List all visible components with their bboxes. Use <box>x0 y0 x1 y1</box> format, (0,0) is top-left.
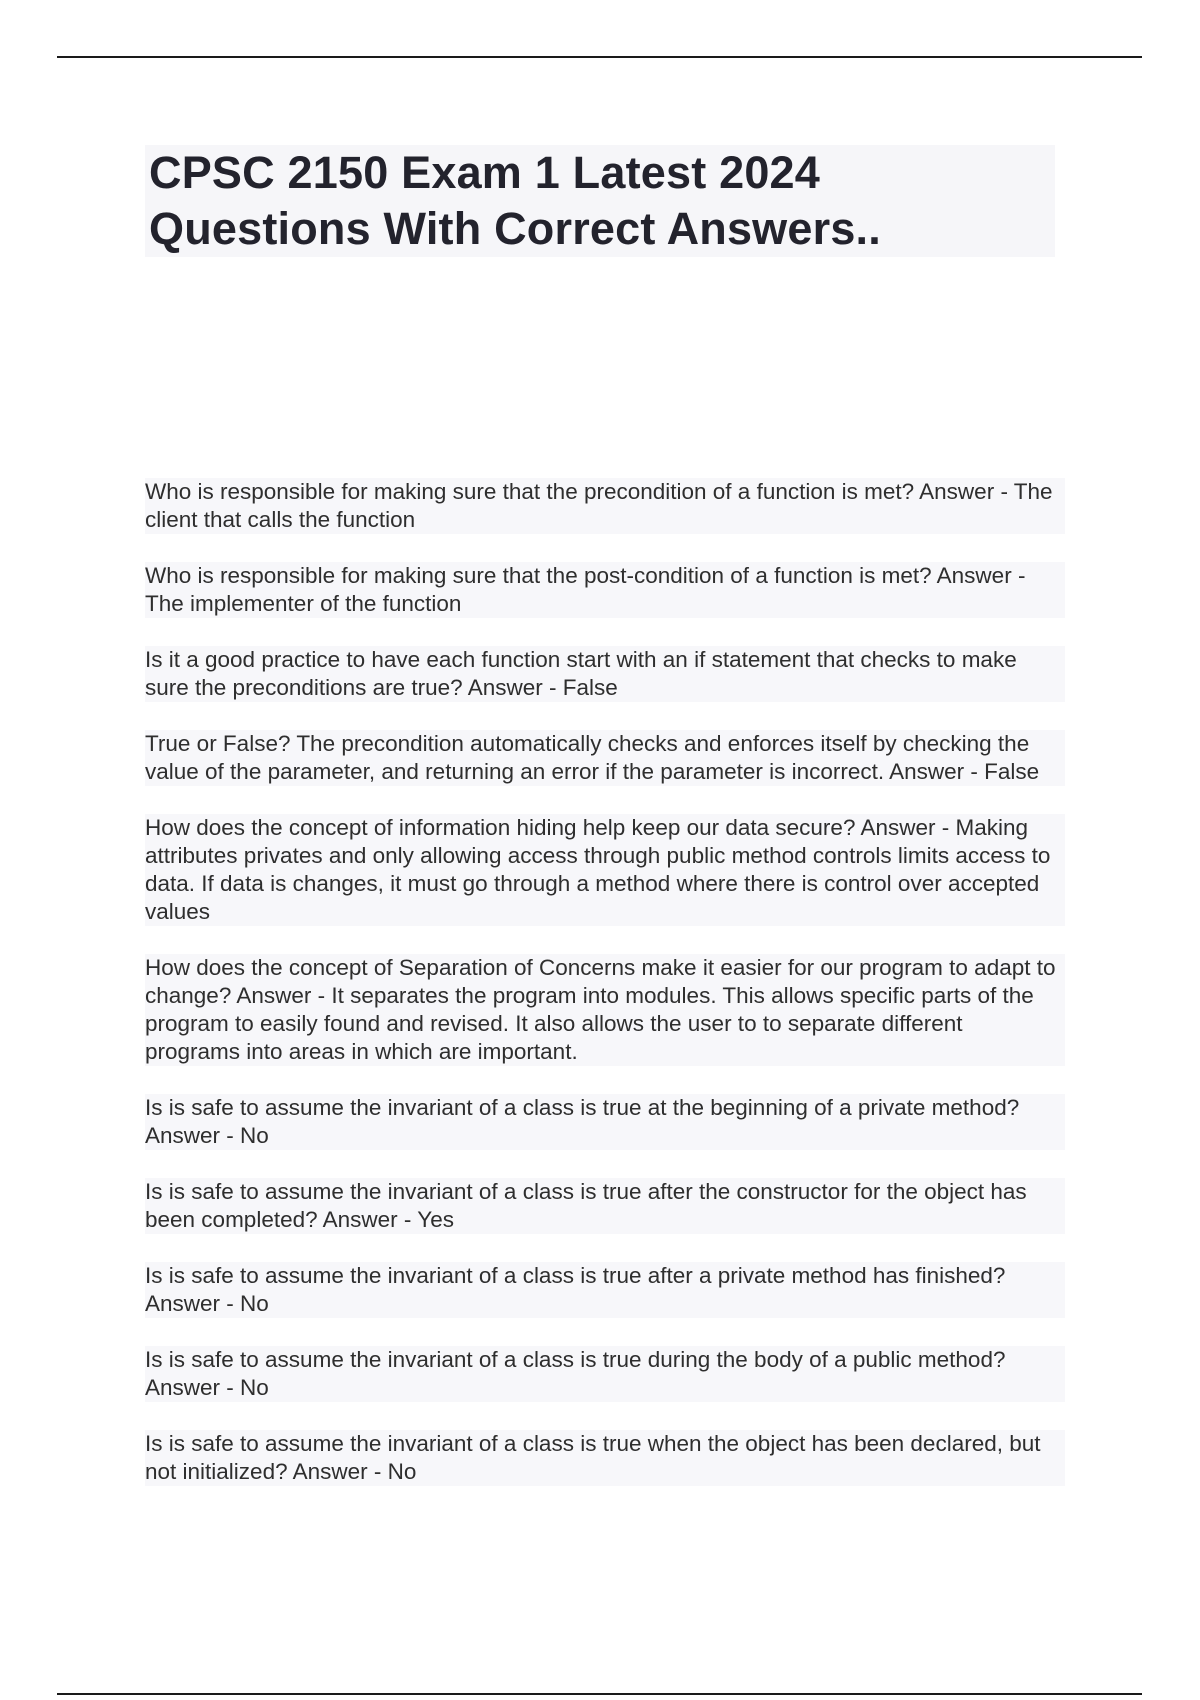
qa-item: How does the concept of information hiding help keep our data secure? Answer - Making attributes privates and only allowing access through public method controls limits access to data. If data is changes, it must go through a method where there is control over accepted values <box>145 814 1065 926</box>
document-title: CPSC 2150 Exam 1 Latest 2024 Questions With Correct Answers.. <box>149 147 881 254</box>
qa-item: Who is responsible for making sure that the precondition of a function is met? Answer - The client that calls the function <box>145 478 1065 534</box>
qa-item: Is it a good practice to have each function start with an if statement that checks to make sure the preconditions are true? Answer - False <box>145 646 1065 702</box>
qa-item: Is is safe to assume the invariant of a class is true after the constructor for the object has been completed? Answer - Yes <box>145 1178 1065 1234</box>
top-divider <box>57 56 1142 58</box>
qa-item: Is is safe to assume the invariant of a class is true after a private method has finished? Answer - No <box>145 1262 1065 1318</box>
qa-item: True or False? The precondition automatically checks and enforces itself by checking the value of the parameter, and returning an error if the parameter is incorrect. Answer - False <box>145 730 1065 786</box>
title-block <box>145 145 1055 257</box>
qa-item: Is is safe to assume the invariant of a class is true at the beginning of a private method? Answer - No <box>145 1094 1065 1150</box>
qa-item: How does the concept of Separation of Concerns make it easier for our program to adapt to change? Answer - It separates the program into modules. This allows specific parts of the program to easily found and revised. It also allows the user to to separate different programs into areas in which are important. <box>145 954 1065 1066</box>
qa-item: Who is responsible for making sure that the post-condition of a function is met? Answer - The implementer of the function <box>145 562 1065 618</box>
qa-item: Is is safe to assume the invariant of a class is true when the object has been declared, but not initialized? Answer - No <box>145 1430 1065 1486</box>
qa-item: Is is safe to assume the invariant of a class is true during the body of a public method? Answer - No <box>145 1346 1065 1402</box>
qa-list <box>145 478 1065 1514</box>
bottom-divider <box>57 1693 1142 1695</box>
